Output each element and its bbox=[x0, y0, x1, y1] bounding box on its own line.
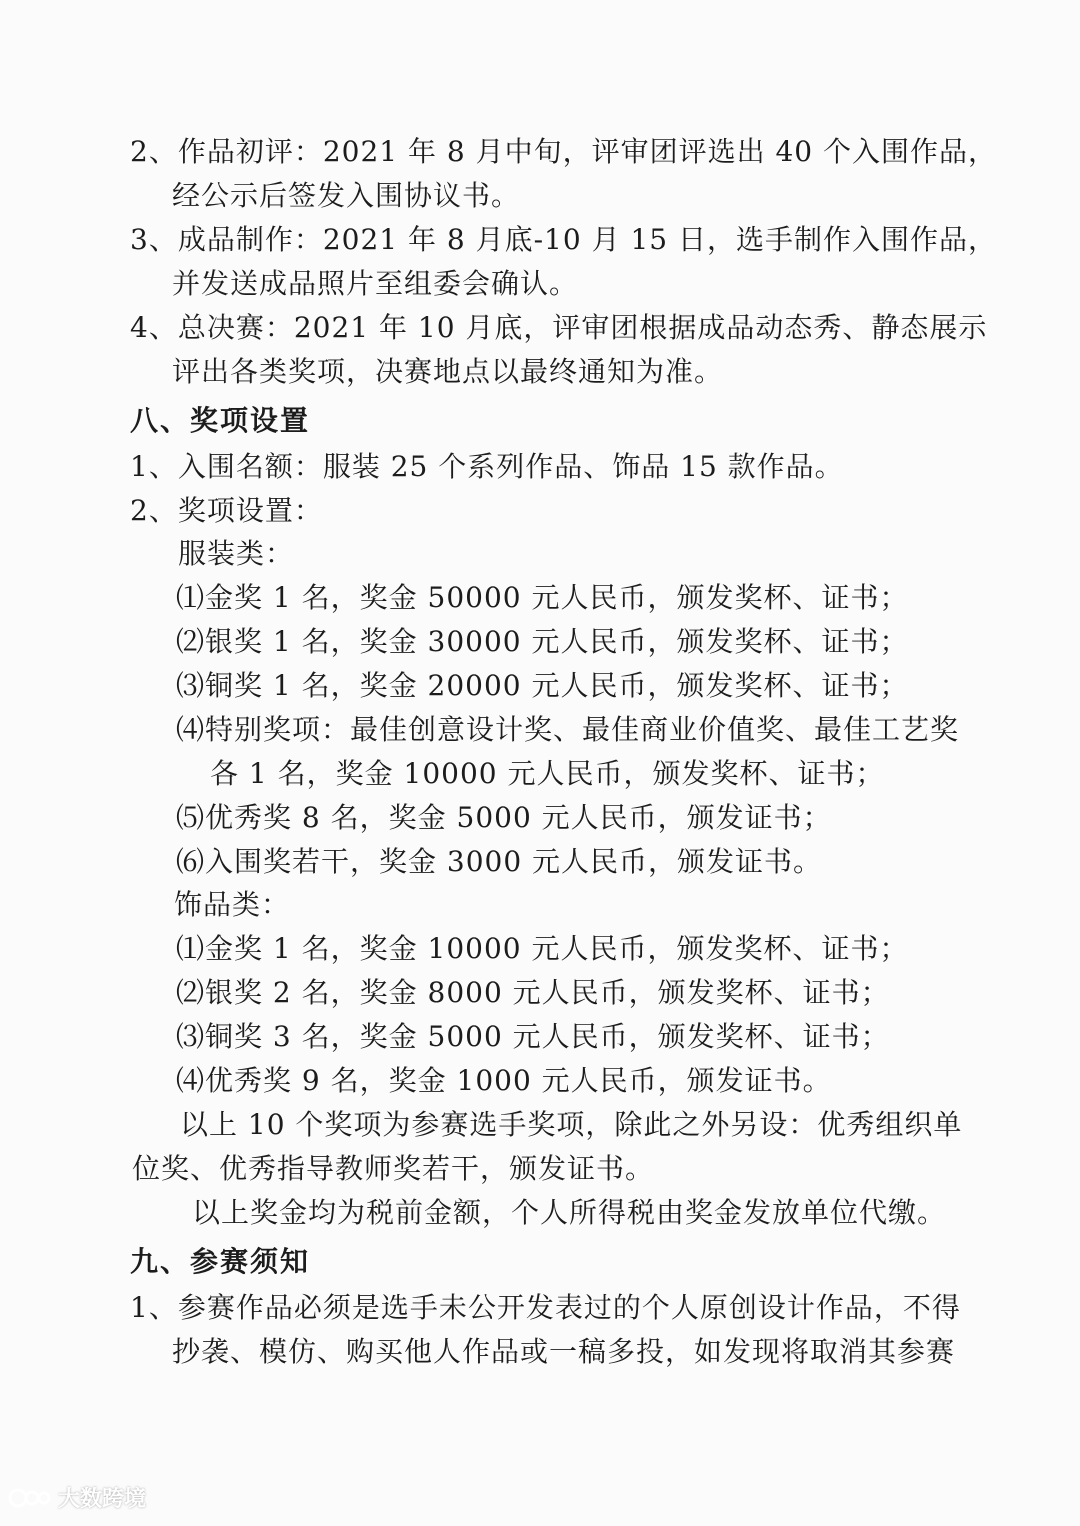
s7-item3-line1: 3、成品制作：2021 年 8 月底-10 月 15 日，选手制作入围作品， bbox=[130, 223, 998, 256]
accessory-award-2: ⑵银奖 2 名，奖金 8000 元人民币，颁发奖杯、证书； bbox=[176, 976, 890, 1009]
watermark bbox=[8, 1482, 146, 1513]
s7-item4-line2: 评出各类奖项，决赛地点以最终通知为准。 bbox=[172, 355, 724, 388]
s7-item2-line2: 经公示后签发入围协议书。 bbox=[172, 179, 521, 212]
note-1-line2: 位奖、优秀指导教师奖若干，颁发证书。 bbox=[132, 1152, 655, 1185]
s8-item2: 2、奖项设置： bbox=[130, 494, 323, 527]
clothing-award-1: ⑴金奖 1 名，奖金 50000 元人民币，颁发奖杯、证书； bbox=[176, 581, 909, 614]
watermark-text: 大数跨境 bbox=[58, 1487, 147, 1512]
section-9-heading: 九、参赛须知 bbox=[130, 1245, 311, 1278]
accessory-award-1: ⑴金奖 1 名，奖金 10000 元人民币，颁发奖杯、证书； bbox=[176, 932, 909, 965]
clothing-award-6: ⑹入围奖若干，奖金 3000 元人民币，颁发证书。 bbox=[176, 845, 823, 878]
accessory-award-4: ⑷优秀奖 9 名，奖金 1000 元人民币，颁发证书。 bbox=[176, 1064, 832, 1097]
clothing-award-2: ⑵银奖 1 名，奖金 30000 元人民币，颁发奖杯、证书； bbox=[176, 625, 909, 658]
s8-item1: 1、入围名额：服装 25 个系列作品、饰品 15 款作品。 bbox=[130, 450, 844, 483]
note-1-line1: 以上 10 个奖项为参赛选手奖项，除此之外另设：优秀组织单 bbox=[180, 1108, 963, 1141]
s9-item1-line1: 1、参赛作品必须是选手未公开发表过的个人原创设计作品，不得 bbox=[130, 1291, 961, 1324]
clothing-award-5: ⑸优秀奖 8 名，奖金 5000 元人民币，颁发证书； bbox=[176, 801, 832, 834]
section-8-heading: 八、奖项设置 bbox=[130, 404, 311, 437]
clothing-award-3: ⑶铜奖 1 名，奖金 20000 元人民币，颁发奖杯、证书； bbox=[176, 669, 909, 702]
clothing-category-title: 服装类： bbox=[178, 537, 295, 570]
logo-icon bbox=[8, 1484, 52, 1512]
note-2: 以上奖金均为税前金额，个人所得税由奖金发放单位代缴。 bbox=[192, 1196, 947, 1229]
s7-item4-line1: 4、总决赛：2021 年 10 月底，评审团根据成品动态秀、静态展示 bbox=[130, 311, 988, 344]
clothing-award-4-line1: ⑷特别奖项：最佳创意设计奖、最佳商业价值奖、最佳工艺奖 bbox=[176, 713, 960, 746]
s9-item1-line2: 抄袭、模仿、购买他人作品或一稿多投，如发现将取消其参赛 bbox=[172, 1335, 956, 1368]
s7-item3-line2: 并发送成品照片至组委会确认。 bbox=[172, 267, 579, 300]
s7-item2-line1: 2、作品初评：2021 年 8 月中旬，评审团评选出 40 个入围作品， bbox=[130, 135, 998, 168]
accessory-award-3: ⑶铜奖 3 名，奖金 5000 元人民币，颁发奖杯、证书； bbox=[176, 1020, 890, 1053]
accessory-category-title: 饰品类： bbox=[174, 888, 291, 921]
clothing-award-4-line2: 各 1 名，奖金 10000 元人民币，颁发奖杯、证书； bbox=[210, 757, 885, 790]
